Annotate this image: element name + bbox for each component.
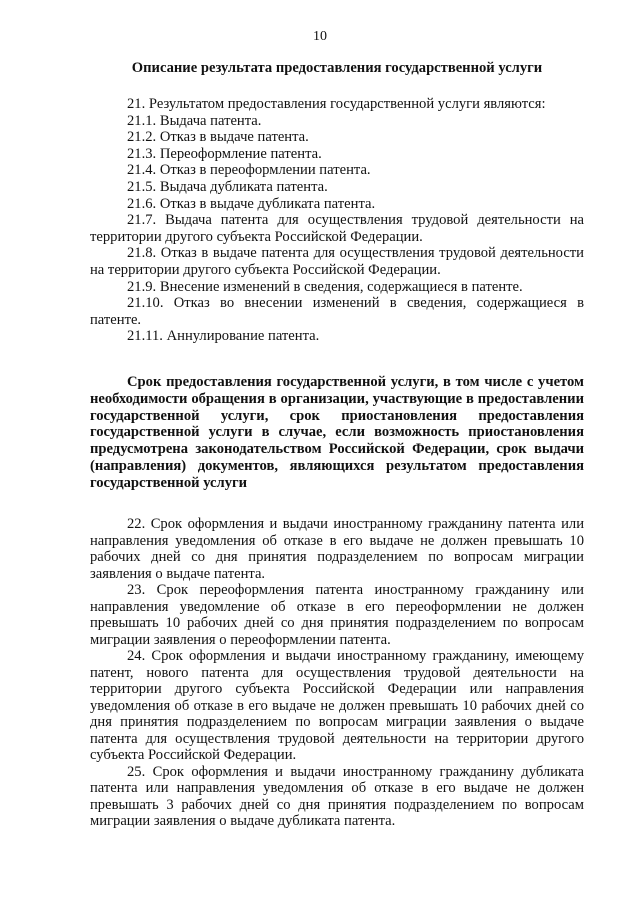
paragraph-21-11: 21.11. Аннулирование патента. <box>127 328 320 345</box>
result-list <box>90 96 584 345</box>
paragraph-21-7: 21.7. Выдача патента для осуществления трудовой деятельности на территории другого субъекта Российской Федерации. <box>90 212 584 245</box>
term-list <box>90 516 584 830</box>
paragraph-24: 24. Срок оформления и выдачи иностранному гражданину, имеющему патент, нового патента для осуществления трудовой деятельности на территории другого субъекта Российской Федерации или направления уведомления об отказе в его выдаче не должен превышать 10 рабочих дней со дня принятия подразделением по вопросам миграции заявления о выдаче патента для осуществления трудовой деятельности на территории другого субъекта Российской Федерации. <box>90 648 584 763</box>
paragraph-21-3: 21.3. Переоформление патента. <box>127 145 322 162</box>
paragraph-21-4: 21.4. Отказ в переоформлении патента. <box>127 162 371 179</box>
paragraph-21-6: 21.6. Отказ в выдаче дубликата патента. <box>127 195 376 212</box>
section-heading-result: Описание результата предоставления государственной услуги <box>131 60 543 76</box>
paragraph-21-9: 21.9. Внесение изменений в сведения, содержащиеся в патенте. <box>127 278 523 295</box>
paragraph-23: 23. Срок переоформления патента иностранному гражданину или направления уведомление об отказе в его переоформлении не должен превышать 10 рабочих дней со дня принятия подразделением по вопросам миграции заявления о переоформлении патента. <box>90 582 584 648</box>
paragraph-25: 25. Срок оформления и выдачи иностранному гражданину дубликата патента или направления уведомления об отказе в его выдаче не должен превышать 3 рабочих дней со дня принятия подразделением по вопросам миграции заявления о выдаче дубликата патента. <box>90 763 584 829</box>
paragraph-21-5: 21.5. Выдача дубликата патента. <box>127 178 328 195</box>
paragraph-21-2: 21.2. Отказ в выдаче патента. <box>127 129 309 146</box>
paragraph-21-1: 21.1. Выдача патента. <box>127 112 262 129</box>
paragraph-21-8: 21.8. Отказ в выдаче патента для осуществления трудовой деятельности на территории другого субъекта Российской Федерации. <box>90 245 584 278</box>
section-heading-term: Срок предоставления государственной услуги, в том числе с учетом необходимости обращения в организации, участвующие в предоставлении государственной услуги, срок приостановления предоставления государственной услуги в случае, если возможность приостановления предусмотрена законодательством Российской Федерации, срок выдачи (направления) документов, являющихся результатом предоставления государственной услуги <box>90 374 584 491</box>
paragraph-21-10: 21.10. Отказ во внесении изменений в сведения, содержащиеся в патенте. <box>90 295 584 328</box>
paragraph-21: 21. Результатом предоставления государственной услуги являются: <box>127 96 546 112</box>
paragraph-22: 22. Срок оформления и выдачи иностранному гражданину патента или направления уведомления об отказе в его выдаче не должен превышать 10 рабочих дней со дня принятия подразделением по вопросам миграции заявления о выдаче патента. <box>90 516 584 582</box>
page-number: 10 <box>313 29 327 44</box>
